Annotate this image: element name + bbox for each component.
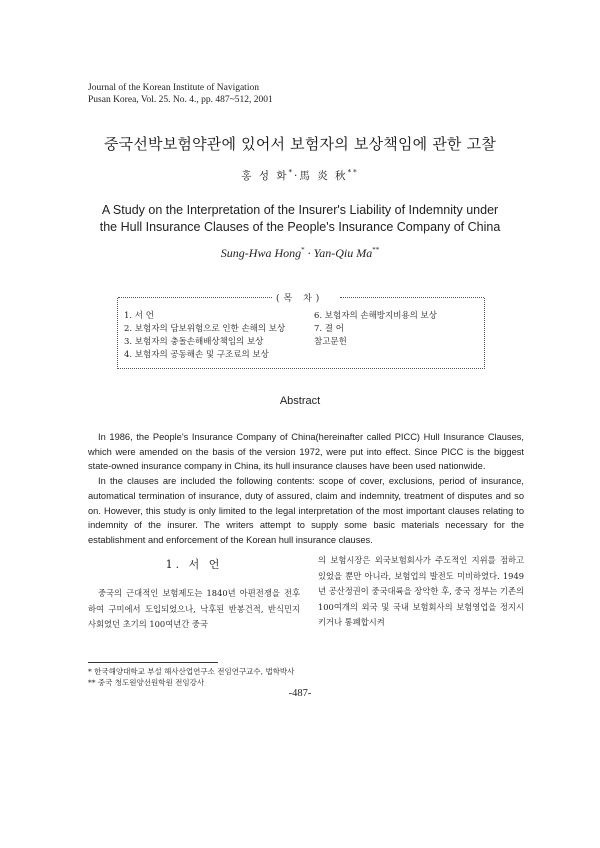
page-number: -487- xyxy=(288,688,312,699)
korean-authors: 홍 성 화*·馬 炎 秋** xyxy=(241,168,359,182)
footnote-1: * 한국해양대학교 부설 해사산업연구소 전임연구교수, 법학박사 xyxy=(88,667,295,676)
section-heading: 1. 서 언 xyxy=(165,558,223,571)
journal-header xyxy=(88,82,273,106)
toc-top-rule-right xyxy=(340,297,484,298)
abstract-heading: Abstract xyxy=(279,395,321,407)
toc-left-column xyxy=(124,310,285,362)
toc-item: 1. 서 언 xyxy=(124,311,154,321)
author-separator: · xyxy=(294,170,300,182)
toc-item: 4. 보험자의 공동해손 및 구조료의 보상 xyxy=(124,350,269,360)
english-title-line-2: the Hull Insurance Clauses of the People's Insurance Company of China xyxy=(99,220,501,234)
toc-item: 3. 보험자의 충돌손해배상책임의 보상 xyxy=(124,337,264,347)
footnote-rule xyxy=(88,662,218,663)
body-paragraph: 중국의 근대적인 보험제도는 1840년 아편전쟁을 전후하여 구미에서 도입되었으나, 낙후된 반봉건적, 반식민지 사회였던 초기의 100여년간 중국 xyxy=(88,588,300,629)
toc-item: 6. 보험자의 손해방지비용의 보상 xyxy=(314,311,437,321)
author-separator-en: · xyxy=(304,246,314,260)
toc-item: 7. 결 어 xyxy=(314,324,344,334)
toc-right-column xyxy=(314,310,437,349)
english-title xyxy=(60,202,540,236)
abstract-paragraph-1: In 1986, the People's Insurance Company of China(hereinafter called PICC) Hull Insurance Clauses, which were amended on the basis of the version 1972, were put into effect. Since PICC is the biggest state-owned insurance company in China, its hull insurance clauses have been used nationwide. xyxy=(88,432,524,472)
toc-heading: (목 차) xyxy=(274,291,325,304)
footnote-2: ** 중국 청도원양선원학원 전임강사 xyxy=(88,678,205,687)
body-paragraph-continued: 의 보험시장은 외국보험회사가 주도적인 지위를 점하고 있었을 뿐만 아니라, 보험업의 발전도 미비하였다. 1949년 공산정권이 중국대륙을 장악한 후, 중국 정부는 기존의 100여개의 외국 및 국내 보험회사의 보험영업을 정지시키거나 통폐합시켜 xyxy=(318,555,524,627)
author-1-ko: 홍 성 화 xyxy=(241,170,289,182)
korean-title: 중국선박보험약관에 있어서 보험자의 보상책임에 관한 고찰 xyxy=(103,135,497,153)
body-column-left xyxy=(88,586,300,633)
author-2-en: Yan-Qiu Ma xyxy=(313,246,373,260)
abstract-paragraph-2: In the clauses are included the following contents: scope of cover, exclusions, period of insurance, automatical termination of insurance, duty of assured, claim and indemnity, treatment of disputes and so on. However, this study is only limited to the legal interpretation of the most important clauses relating to indemnity of the insurer. The writers attempt to supply some basic materials necessary for the establishment and enforcement of the Korean hull insurance clauses. xyxy=(88,476,524,545)
journal-volume-info: Pusan Korea, Vol. 25. No. 4., pp. 487~512, 2001 xyxy=(88,95,273,105)
journal-name: Journal of the Korean Institute of Navigation xyxy=(88,83,259,93)
toc-item: 2. 보험자의 담보위험으로 인한 손해의 보상 xyxy=(124,324,286,334)
footnotes xyxy=(88,666,294,688)
english-authors: Sung-Hwa Hong* · Yan-Qiu Ma** xyxy=(220,246,380,260)
author-1-en: Sung-Hwa Hong xyxy=(220,246,302,260)
abstract-body xyxy=(88,430,524,548)
author-2-ko: 馬 炎 秋 xyxy=(299,170,348,182)
body-column-right xyxy=(318,553,524,631)
toc-top-rule-left xyxy=(118,297,272,298)
english-title-line-1: A Study on the Interpretation of the Insurer's Liability of Indemnity under xyxy=(101,203,499,217)
toc-item: 참고문헌 xyxy=(314,337,347,347)
table-of-contents xyxy=(117,294,485,369)
